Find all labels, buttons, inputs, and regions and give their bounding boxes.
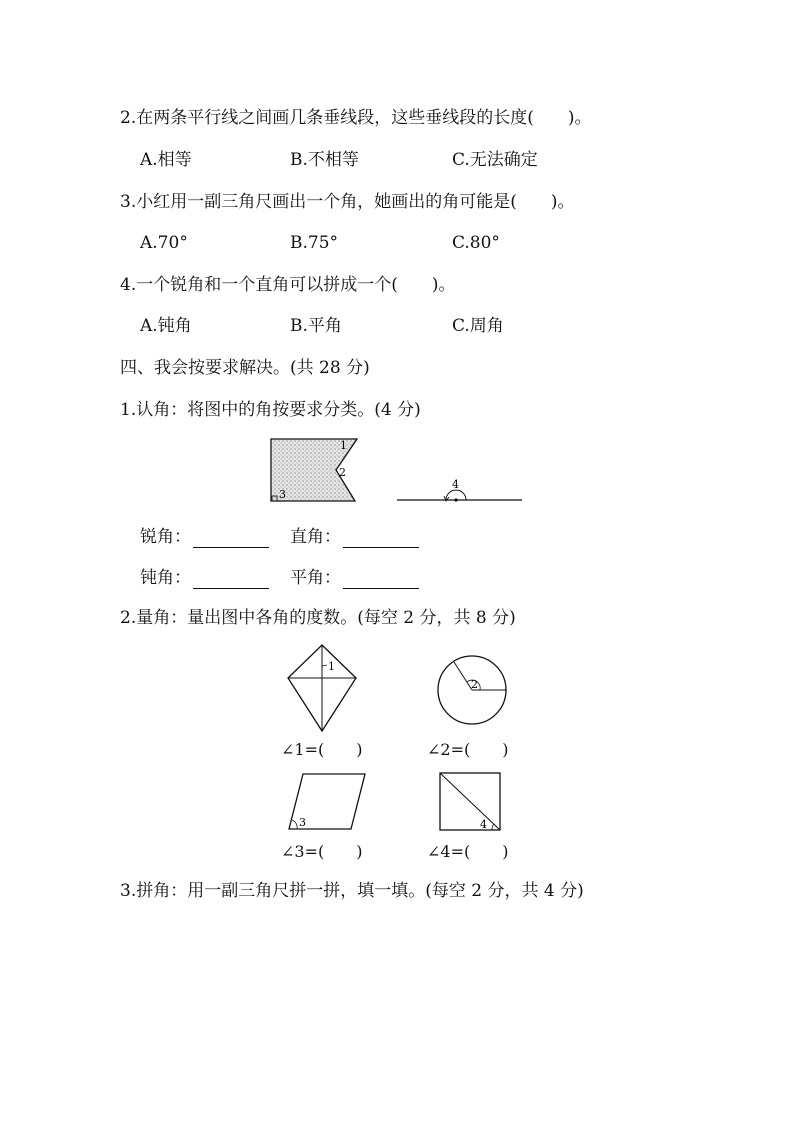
angle-1-answer[interactable]: ∠1=( ): [281, 740, 363, 759]
q2-option-a: A.相等: [140, 150, 192, 170]
angle-3-answer[interactable]: ∠3=( ): [281, 842, 363, 861]
q4-option-b: B.平角: [290, 316, 342, 336]
angle-arc-4: [492, 824, 494, 830]
section-4-heading: 四、我会按要求解决。(共 28 分): [120, 358, 370, 378]
angle-4-answer[interactable]: ∠4=( ): [427, 842, 509, 861]
angle-label-1: 1: [340, 439, 347, 452]
question-2-stem: 2.在两条平行线之间画几条垂线段，这些垂线段的长度( )。: [120, 108, 592, 128]
acute-angle-line[interactable]: [193, 531, 269, 548]
angle-label-2: 2: [339, 466, 346, 479]
vertex-dot: [454, 498, 457, 501]
angle-shape-figure: [266, 436, 366, 504]
parallelogram-figure: [284, 770, 368, 832]
right-angle-blank[interactable]: [290, 526, 419, 548]
q3-option-b: B.75°: [290, 233, 339, 253]
q3-option-c: C.80°: [452, 233, 500, 253]
question-4-stem: 4.一个锐角和一个直角可以拼成一个( )。: [120, 275, 456, 295]
kite-angle-label-1: 1: [328, 660, 335, 673]
circle-angle-label-2: 2: [471, 678, 478, 691]
angle-arc-1: [322, 665, 327, 666]
obtuse-angle-blank[interactable]: [140, 567, 269, 589]
square-angle-label-4: 4: [480, 818, 487, 831]
circle-figure: [434, 652, 510, 728]
acute-angle-label: 锐角：: [140, 527, 191, 547]
s4-question-3-stem: 3.拼角：用一副三角尺拼一拼，填一填。(每空 2 分，共 4 分): [120, 881, 584, 901]
right-angle-label: 直角：: [290, 527, 341, 547]
q3-option-a: A.70°: [140, 233, 188, 253]
angle-arc-3: [292, 820, 297, 829]
q2-option-c: C.无法确定: [452, 150, 538, 170]
q4-option-c: C.周角: [452, 316, 504, 336]
obtuse-angle-label: 钝角：: [140, 568, 191, 588]
angle-label-3: 3: [279, 488, 286, 501]
q2-option-b: B.不相等: [290, 150, 359, 170]
parallelogram-angle-label-3: 3: [299, 816, 306, 829]
s4-question-2-stem: 2.量角：量出图中各角的度数。(每空 2 分，共 8 分): [120, 608, 516, 628]
question-3-stem: 3.小红用一副三角尺画出一个角，她画出的角可能是( )。: [120, 192, 575, 212]
straight-angle-line[interactable]: [343, 572, 419, 589]
circle-radius-slanted: [454, 662, 472, 690]
square-diagonal: [440, 773, 500, 830]
s4-question-1-stem: 1.认角：将图中的角按要求分类。(4 分): [120, 400, 421, 420]
straight-angle-figure: [394, 474, 526, 506]
straight-angle-label: 平角：: [290, 568, 341, 588]
straight-angle-blank[interactable]: [290, 567, 419, 589]
kite-figure: [284, 642, 364, 734]
angle-2-answer[interactable]: ∠2=( ): [427, 740, 509, 759]
square-figure: [437, 770, 503, 832]
obtuse-angle-line[interactable]: [193, 572, 269, 589]
right-angle-line[interactable]: [343, 531, 419, 548]
acute-angle-blank[interactable]: [140, 526, 269, 548]
q4-option-a: A.钝角: [140, 316, 192, 336]
angle-label-4: 4: [452, 478, 459, 491]
